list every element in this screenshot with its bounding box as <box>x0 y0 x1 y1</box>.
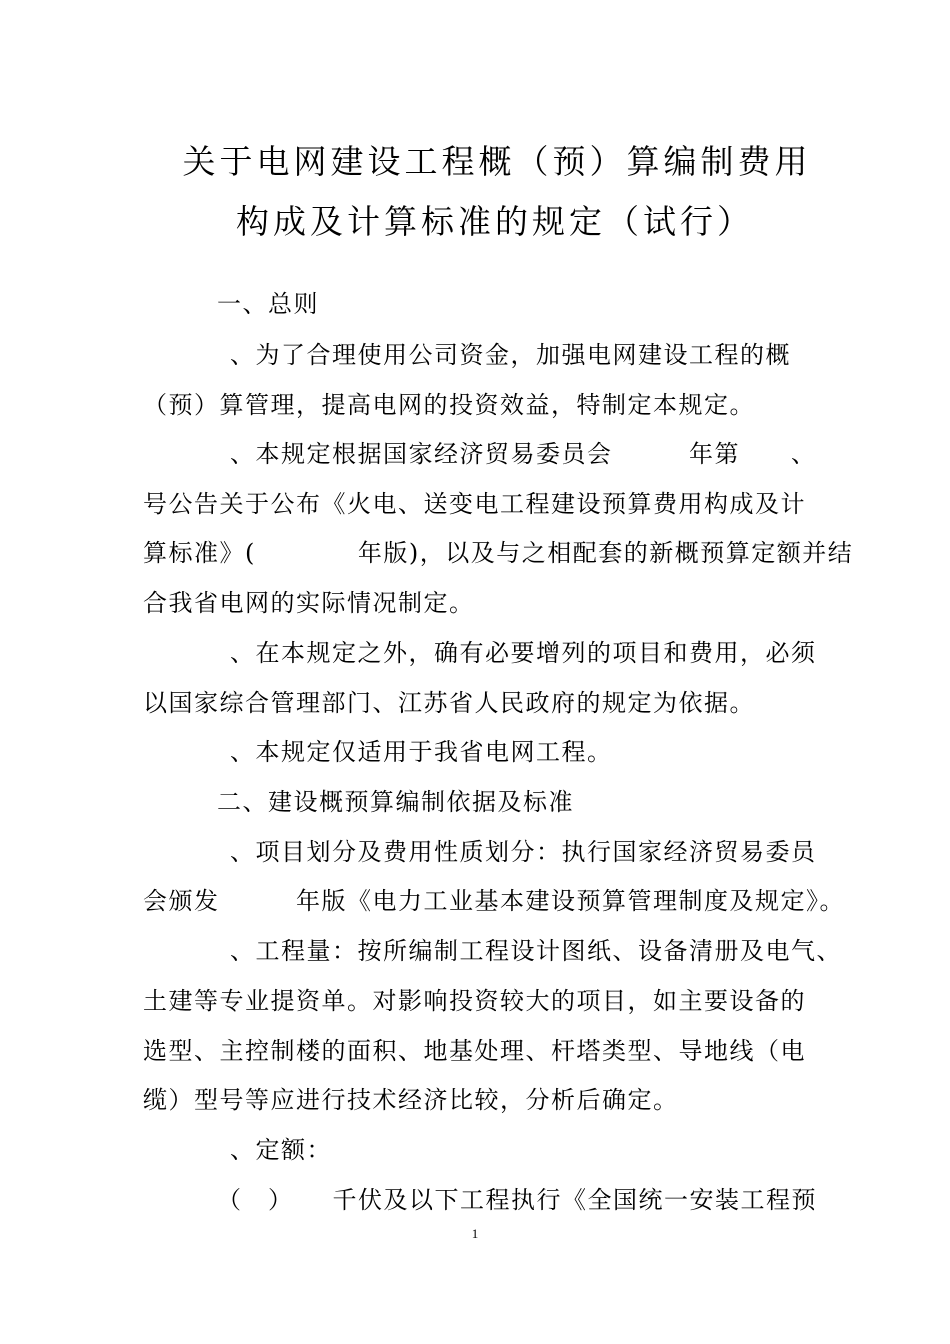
paragraph-line: 合我省电网的实际情况制定。 <box>143 589 475 617</box>
paragraph-line: 、本规定仅适用于我省电网工程。 <box>230 738 613 766</box>
document-title-line-1: 关于电网建设工程概（预）算编制费用 <box>182 142 812 181</box>
paragraph-line: 、定额： <box>230 1136 332 1164</box>
section-heading-basis: 二、建设概预算编制依据及标准 <box>217 788 574 816</box>
paragraph-line: 选型、主控制楼的面积、地基处理、杆塔类型、导地线（电 <box>143 1037 806 1065</box>
document-title-line-2: 构成及计算标准的规定（试行） <box>236 202 754 241</box>
paragraph-line: （预）算管理，提高电网的投资效益，特制定本规定。 <box>143 391 755 419</box>
paragraph-line: 、本规定根据国家经济贸易委员会 年第 、 <box>230 440 817 468</box>
paragraph-line: 号公告关于公布《火电、送变电工程建设预算费用构成及计 <box>143 490 806 518</box>
page-number: 1 <box>471 1226 479 1241</box>
paragraph-line: 、在本规定之外，确有必要增列的项目和费用，必须 <box>230 639 817 667</box>
section-heading-general: 一、总则 <box>217 290 319 318</box>
paragraph-line: 、工程量：按所编制工程设计图纸、设备清册及电气、 <box>230 937 842 965</box>
paragraph-line: 会颁发 年版《电力工业基本建设预算管理制度及规定》。 <box>143 887 845 915</box>
paragraph-line: 以国家综合管理部门、江苏省人民政府的规定为依据。 <box>143 689 755 717</box>
paragraph-line: 、为了合理使用公司资金，加强电网建设工程的概 <box>230 341 791 369</box>
paragraph-line: （ ） 千伏及以下工程执行《全国统一安装工程预 <box>217 1186 817 1214</box>
paragraph-line: 、项目划分及费用性质划分：执行国家经济贸易委员 <box>230 838 817 866</box>
paragraph-line: 土建等专业提资单。对影响投资较大的项目，如主要设备的 <box>143 987 806 1015</box>
paragraph-line: 缆）型号等应进行技术经济比较，分析后确定。 <box>143 1086 679 1114</box>
paragraph-line: 算标准》( 年版)，以及与之相配套的新概预算定额并结 <box>143 539 854 567</box>
